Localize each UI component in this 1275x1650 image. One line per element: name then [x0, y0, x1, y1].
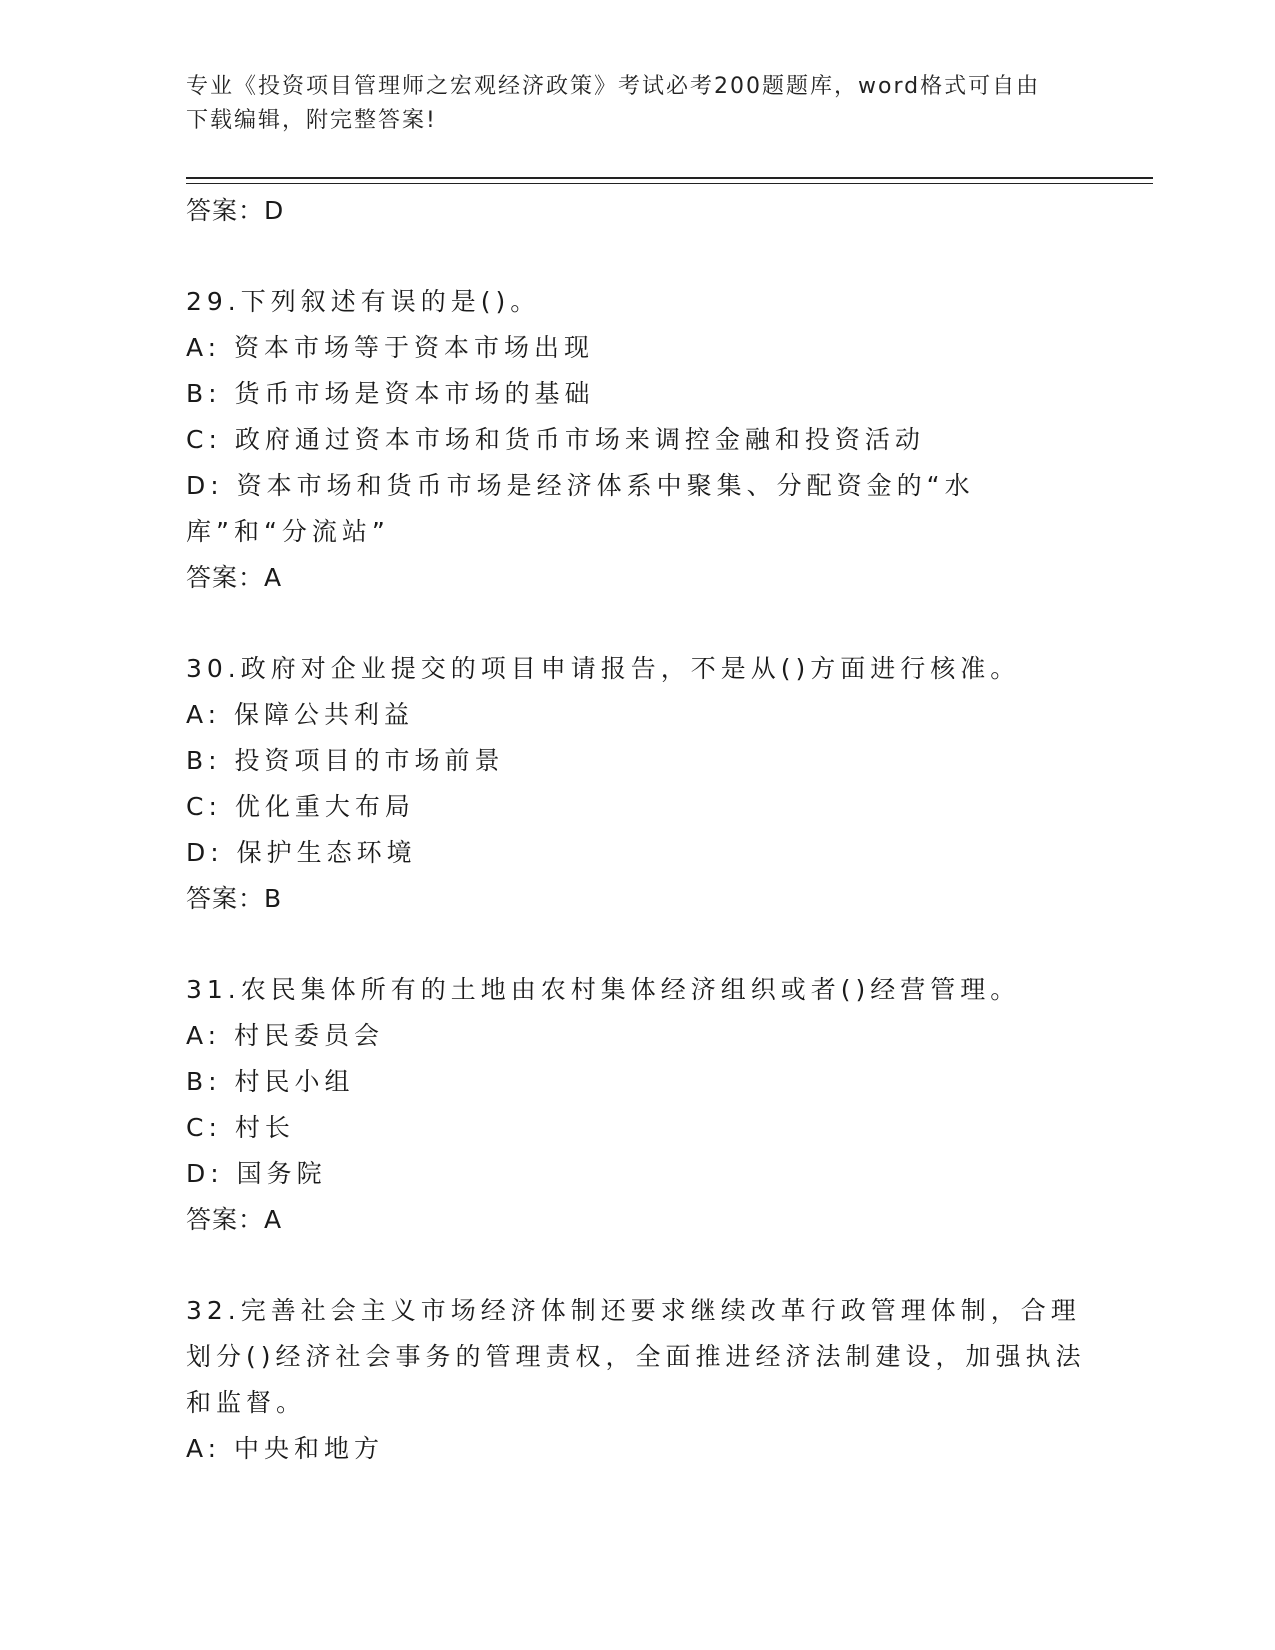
option-d: D: 国务院: [186, 1159, 327, 1188]
spacer: [186, 601, 1086, 646]
option-b: B: 村民小组: [186, 1067, 355, 1096]
question-29: [186, 279, 1086, 601]
spacer: [186, 922, 1086, 967]
question-stem: 31.农民集体所有的土地由农村集体经济组织或者()经营管理。: [186, 975, 1021, 1004]
answer: 答案：A: [186, 1205, 283, 1234]
question-31: [186, 967, 1086, 1243]
question-stem: 29.下列叙述有误的是()。: [186, 287, 541, 316]
header-line-2: 下载编辑，附完整答案!: [186, 108, 437, 133]
option-d: D: 资本市场和货币市场是经济体系中聚集、分配资金的“水库”和“分流站”: [186, 471, 975, 546]
header-divider-thin: [186, 183, 1153, 184]
option-d: D: 保护生态环境: [186, 838, 417, 867]
option-a: A: 村民委员会: [186, 1021, 385, 1050]
option-a: A: 中央和地方: [186, 1434, 385, 1463]
question-30: [186, 646, 1086, 922]
option-c: C: 政府通过资本市场和货币市场来调控金融和投资活动: [186, 425, 925, 454]
header-line-1: 专业《投资项目管理师之宏观经济政策》考试必考200题题库，word格式可自由: [186, 74, 1041, 99]
spacer: [186, 1243, 1086, 1288]
previous-answer: 答案：D: [186, 196, 285, 225]
spacer: [186, 234, 1086, 279]
document-body: [186, 188, 1086, 1472]
question-stem: 32.完善社会主义市场经济体制还要求继续改革行政管理体制，合理划分()经济社会事务的管理责权，全面推进经济法制建设，加强执法和监督。: [186, 1296, 1086, 1417]
option-c: C: 优化重大布局: [186, 792, 415, 821]
option-b: B: 货币市场是资本市场的基础: [186, 379, 595, 408]
option-a: A: 资本市场等于资本市场出现: [186, 333, 595, 362]
option-a: A: 保障公共利益: [186, 700, 415, 729]
option-b: B: 投资项目的市场前景: [186, 746, 505, 775]
question-32: [186, 1288, 1086, 1472]
option-c: C: 村长: [186, 1113, 295, 1142]
document-header: [186, 70, 1076, 138]
answer: 答案：B: [186, 884, 283, 913]
header-divider-thick: [186, 177, 1153, 179]
question-stem: 30.政府对企业提交的项目申请报告，不是从()方面进行核准。: [186, 654, 1021, 683]
answer: 答案：A: [186, 563, 283, 592]
